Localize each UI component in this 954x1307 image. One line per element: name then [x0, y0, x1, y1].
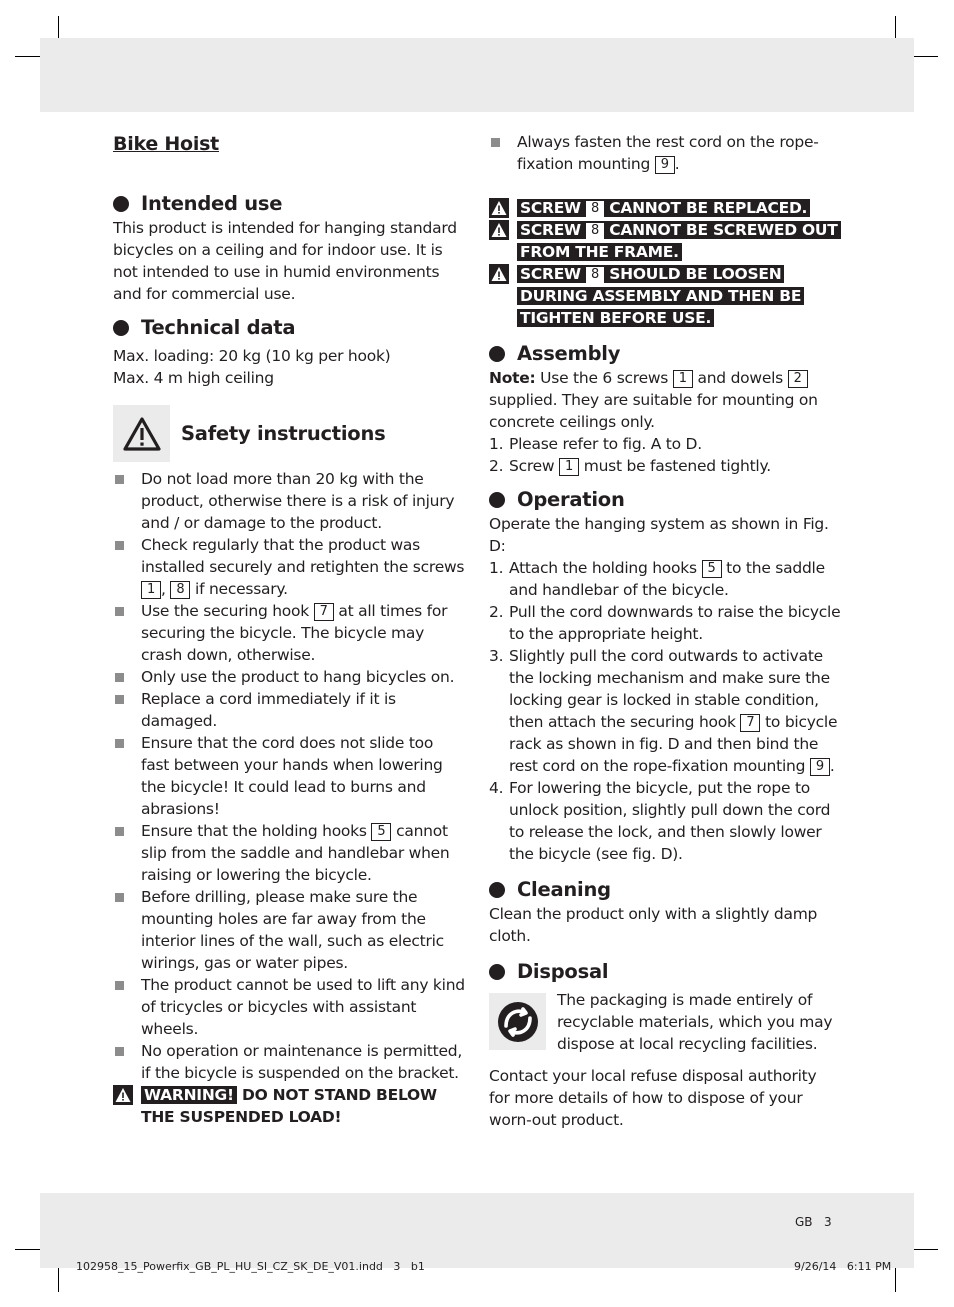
list-item: Replace a cord immediately if it is damaged.	[113, 688, 465, 732]
list-item: Ensure that the holding hooks 5 cannot slip from the saddle and handlebar when raising or lowering the bicycle.	[113, 820, 465, 886]
intended-use-heading: Intended use	[113, 191, 465, 217]
list-item: 1. Attach the holding hooks 5 to the saddle and handlebar of the bicycle.	[489, 559, 825, 599]
assembly-steps	[489, 433, 841, 477]
cleaning-text: Clean the product only with a slightly damp cloth.	[489, 905, 818, 945]
list-item: 1. Please refer to fig. A to D.	[489, 435, 702, 453]
part-ref: 8	[586, 201, 604, 217]
part-ref: 1	[673, 370, 693, 388]
right-column	[489, 131, 841, 1131]
list-item: Ensure that the cord does not slide too fast between your hands when lowering the bicycle! It could lead to burns and abrasions!	[113, 732, 465, 820]
assembly-heading: Assembly	[489, 341, 841, 367]
square-bullet-icon	[115, 981, 124, 990]
cleaning-heading: Cleaning	[489, 877, 841, 903]
list-item: 2. Screw 1 must be fastened tightly.	[489, 457, 771, 475]
square-bullet-icon	[115, 739, 124, 748]
disposal-heading: Disposal	[489, 959, 841, 985]
part-ref: 8	[170, 581, 190, 599]
page-number: GB 3	[795, 1215, 832, 1229]
intended-use-text: This product is intended for hanging standard bicycles on a ceiling and for indoor use. It is not intended to use in humid environments and for commercial use.	[113, 219, 457, 303]
part-ref: 8	[586, 267, 604, 283]
recycle-icon	[489, 993, 546, 1050]
list-item: Only use the product to hang bicycles on.	[113, 666, 465, 688]
rest-cord-list	[489, 131, 841, 175]
list-item: The product cannot be used to lift any kind of tricycles or bicycles with assistant wheels.	[113, 974, 465, 1040]
list-item: 2. Pull the cord downwards to raise the bicycle to the appropriate height.	[489, 603, 841, 643]
part-ref: 9	[655, 156, 675, 174]
part-ref: 5	[702, 560, 722, 578]
technical-data-line: Max. 4 m high ceiling	[113, 369, 274, 387]
bullet-dot-icon	[489, 882, 505, 898]
warning-triangle-icon	[489, 198, 509, 218]
bullet-dot-icon	[113, 196, 129, 212]
screw-warning: SCREW 8 SHOULD BE LOOSEN DURING ASSEMBLY AND THEN BE TIGHTEN BEFORE USE.	[489, 263, 841, 329]
warning-label: WARNING!	[141, 1086, 237, 1104]
bullet-dot-icon	[489, 964, 505, 980]
list-item: Check regularly that the product was installed securely and retighten the screws 1 , 8 if necessary.	[113, 534, 465, 600]
warning-triangle-icon	[489, 220, 509, 240]
list-item: 3. Slightly pull the cord outwards to activate the locking mechanism and make sure the locking gear is locked in stable condition, then attach the securing hook 7 to bicycle rack as shown in fig. D and then bind the rest cord on the rope-fixation mounting 9 .	[489, 647, 838, 775]
disposal-icon-row	[489, 993, 841, 1055]
list-item: No operation or maintenance is permitted, if the bicycle is suspended on the bracket.	[113, 1040, 465, 1084]
list-item: Before drilling, please make sure the mounting holes are far away from the interior lines of the wall, such as electric wirings, gas or water pipes.	[113, 886, 465, 974]
part-ref: 7	[314, 603, 334, 621]
disposal-icon-text: The packaging is made entirely of recyclable materials, which you may dispose at local recycling facilities.	[557, 991, 833, 1053]
square-bullet-icon	[115, 893, 124, 902]
assembly-note: Note: Use the 6 screws 1 and dowels 2 supplied. They are suitable for mounting on concrete ceilings only.	[489, 369, 818, 431]
list-item: 4. For lowering the bicycle, put the rope to unlock position, slightly pull down the cord to release the lock, and then slowly lower the bicycle (see fig. D).	[489, 779, 831, 863]
part-ref: 7	[740, 714, 760, 732]
warning-triangle-icon	[113, 1085, 133, 1105]
screw-warning: SCREW 8 CANNOT BE REPLACED.	[489, 197, 841, 219]
bullet-dot-icon	[113, 320, 129, 336]
warning-triangle-icon	[113, 405, 170, 462]
screw-warning: SCREW 8 CANNOT BE SCREWED OUT FROM THE FRAME.	[489, 219, 841, 263]
part-ref: 1	[141, 581, 161, 599]
safety-heading: Safety instructions	[113, 405, 465, 462]
warning-triangle-icon	[489, 264, 509, 284]
safety-list	[113, 468, 465, 1084]
technical-data-heading: Technical data	[113, 315, 465, 341]
square-bullet-icon	[115, 541, 124, 550]
file-slug: 102958_15_Powerfix_GB_PL_HU_SI_CZ_SK_DE_V01.indd 3 b1	[76, 1260, 425, 1273]
header-band	[40, 38, 914, 112]
page-title: Bike Hoist	[113, 133, 219, 155]
print-timestamp: 9/26/14 6:11 PM	[794, 1260, 892, 1273]
left-column	[113, 131, 465, 1128]
bullet-dot-icon	[489, 492, 505, 508]
warning-text: DO NOT STAND BELOW THE SUSPENDED LOAD!	[141, 1086, 437, 1126]
list-item: Do not load more than 20 kg with the product, otherwise there is a risk of injury and / or damage to the product.	[113, 468, 465, 534]
disposal-text: Contact your local refuse disposal authority for more details of how to dispose of your worn-out product.	[489, 1067, 817, 1129]
square-bullet-icon	[115, 607, 124, 616]
square-bullet-icon	[491, 138, 500, 147]
operation-heading: Operation	[489, 487, 841, 513]
operation-steps	[489, 557, 841, 865]
square-bullet-icon	[115, 695, 124, 704]
list-item: Use the securing hook 7 at all times for securing the bicycle. The bicycle may crash down, otherwise.	[113, 600, 465, 666]
square-bullet-icon	[115, 1047, 124, 1056]
operation-intro: Operate the hanging system as shown in Fig. D:	[489, 515, 829, 555]
part-ref: 8	[586, 223, 604, 239]
part-ref: 2	[788, 370, 808, 388]
square-bullet-icon	[115, 475, 124, 484]
technical-data-line: Max. loading: 20 kg (10 kg per hook)	[113, 347, 391, 365]
part-ref: 9	[810, 758, 830, 776]
square-bullet-icon	[115, 673, 124, 682]
square-bullet-icon	[115, 827, 124, 836]
load-warning	[113, 1084, 465, 1128]
list-item: Always fasten the rest cord on the rope-fixation mounting 9 .	[489, 131, 841, 175]
screw-warnings	[489, 197, 841, 329]
footer-band	[40, 1193, 914, 1268]
bullet-dot-icon	[489, 346, 505, 362]
part-ref: 1	[559, 458, 579, 476]
part-ref: 5	[371, 823, 391, 841]
